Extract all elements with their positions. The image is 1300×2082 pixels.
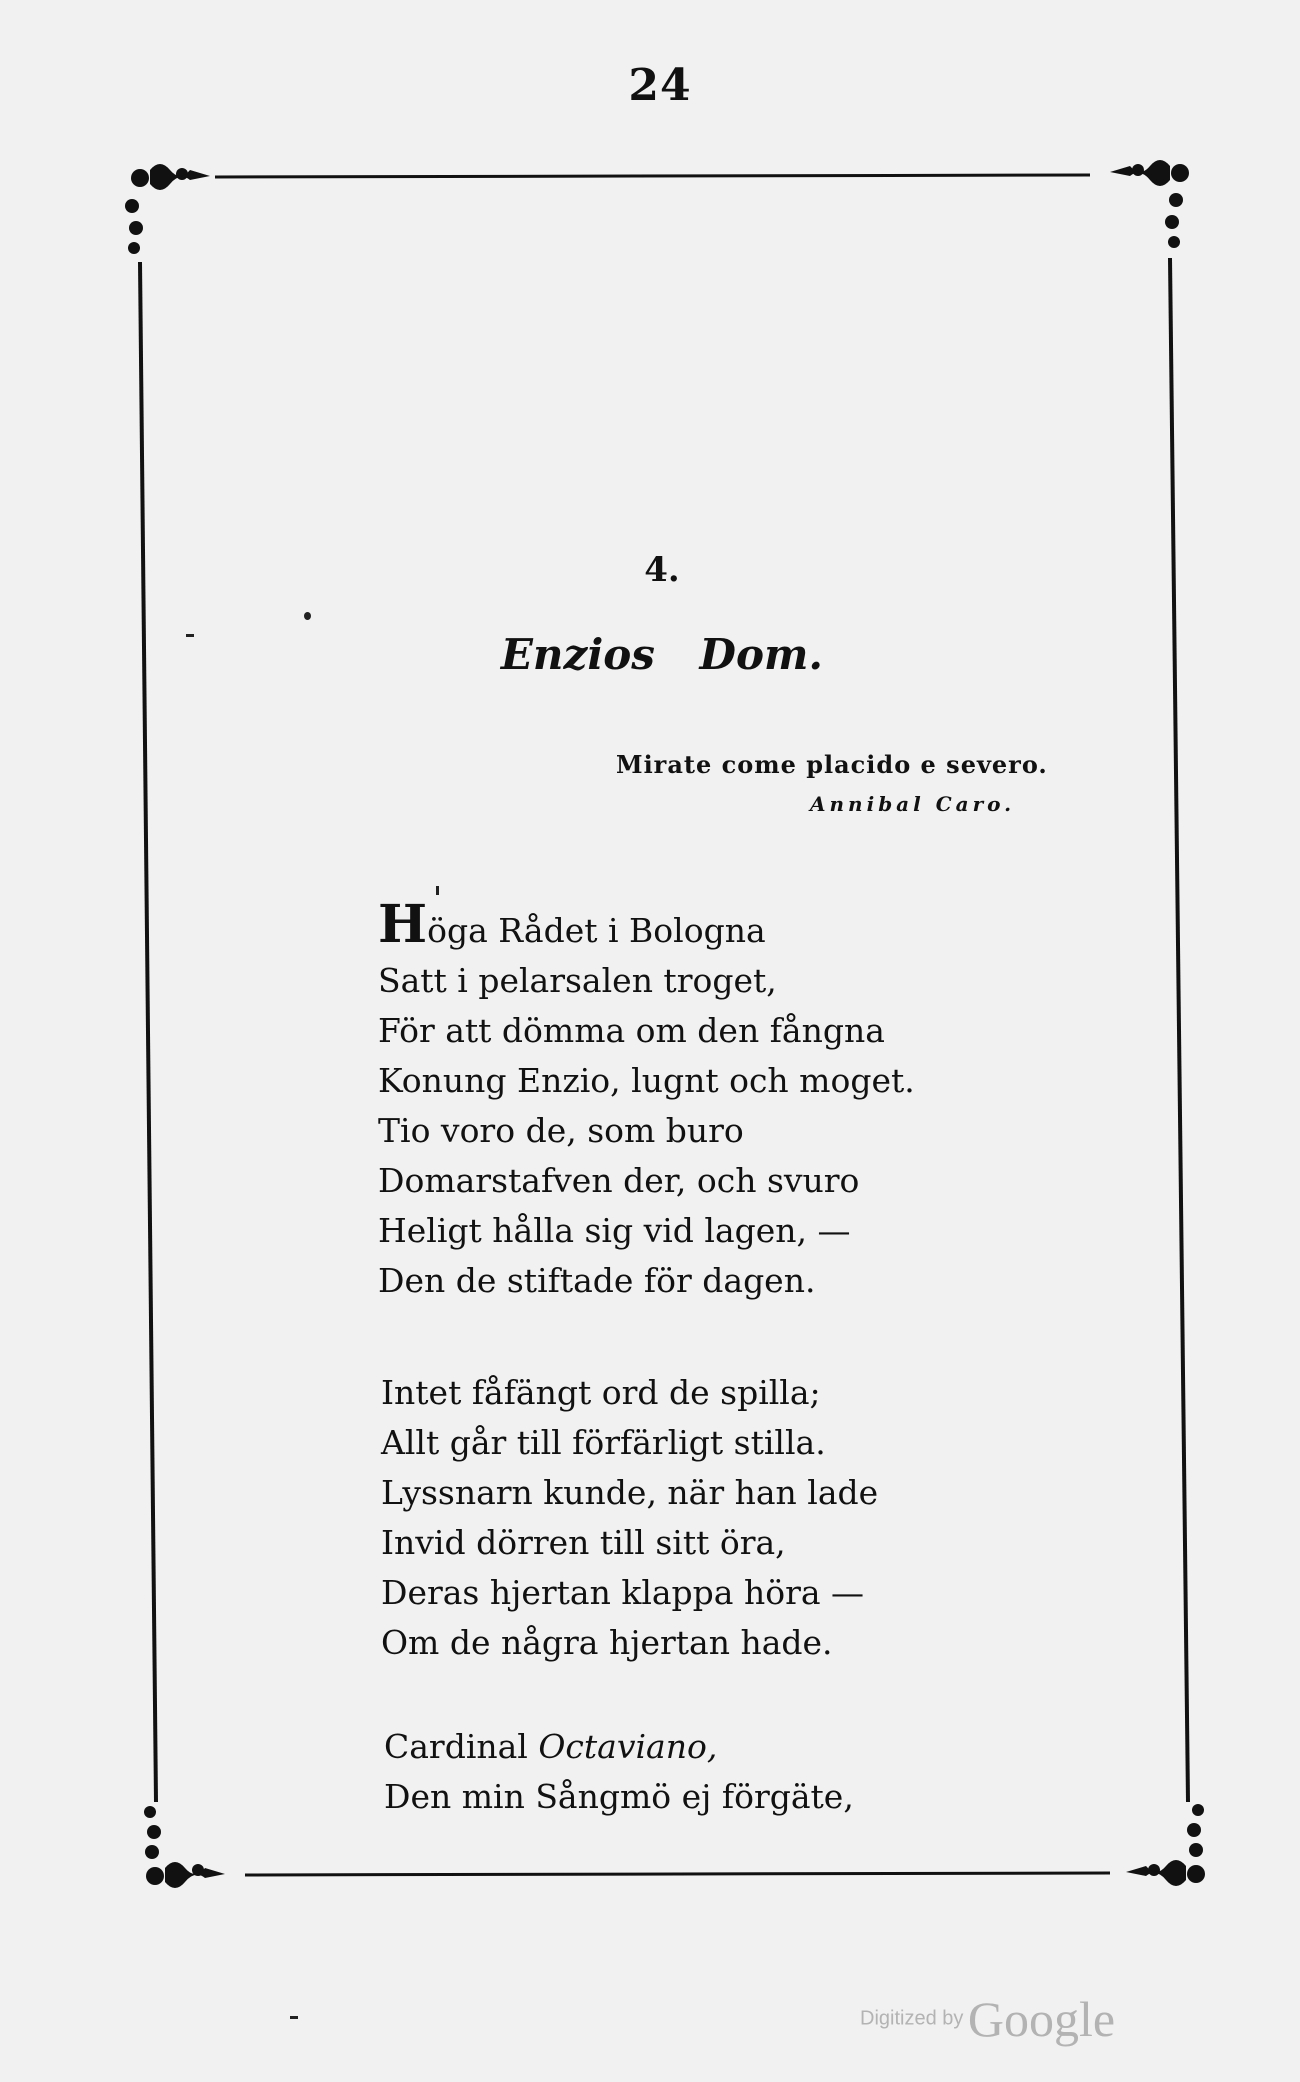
poem-title: Enzios Dom. (500, 630, 824, 679)
stanza-2 (381, 1368, 878, 1668)
verse-line: Lyssnarn kunde, när han lade (381, 1473, 879, 1512)
verse-line: Den min Sångmö ej förgäte, (384, 1777, 854, 1816)
corner-ornament-icon (1126, 1804, 1205, 1886)
verse-line: Allt går till förfärligt stilla. (381, 1423, 826, 1462)
corner-ornament-icon (144, 1806, 225, 1888)
verse-line: Om de några hjertan hade. (381, 1623, 833, 1662)
page-number: 24 (628, 60, 692, 111)
digitized-watermark (860, 1990, 1115, 2048)
verse-line: Intet fåfängt ord de spilla; (381, 1373, 821, 1412)
verse-line: För att dömma om den fångna (378, 1011, 885, 1050)
corner-ornament-icon (1110, 160, 1189, 248)
stanza-1 (378, 894, 915, 1306)
verse-line: Heligt hålla sig vid lagen, — (378, 1211, 851, 1250)
verse-line: Invid dörren till sitt öra, (381, 1523, 786, 1562)
watermark-prefix: Digitized by (860, 2007, 964, 2030)
verse-line: Domarstafven der, och svuro (378, 1161, 860, 1200)
epigraph-author: Annibal Caro. (810, 792, 1016, 816)
poem-number: 4. (644, 550, 680, 590)
epigraph-text: Mirate come placido e severo. (616, 750, 1048, 779)
drop-cap: H (378, 894, 428, 955)
verse-line: Tio voro de, som buro (378, 1111, 744, 1150)
verse-line: Cardinal Octaviano, (384, 1727, 718, 1766)
watermark-brand: Google (967, 1991, 1116, 2047)
stanza-3 (384, 1722, 854, 1822)
verse-line: Den de stiftade för dagen. (378, 1261, 816, 1300)
verse-line: Konung Enzio, lugnt och moget. (378, 1061, 915, 1100)
verse-line: Höga Rådet i Bologna (378, 894, 766, 955)
corner-ornament-icon (125, 164, 210, 254)
verse-line: Satt i pelarsalen troget, (378, 961, 777, 1000)
verse-line: Deras hjertan klappa höra — (381, 1573, 865, 1612)
